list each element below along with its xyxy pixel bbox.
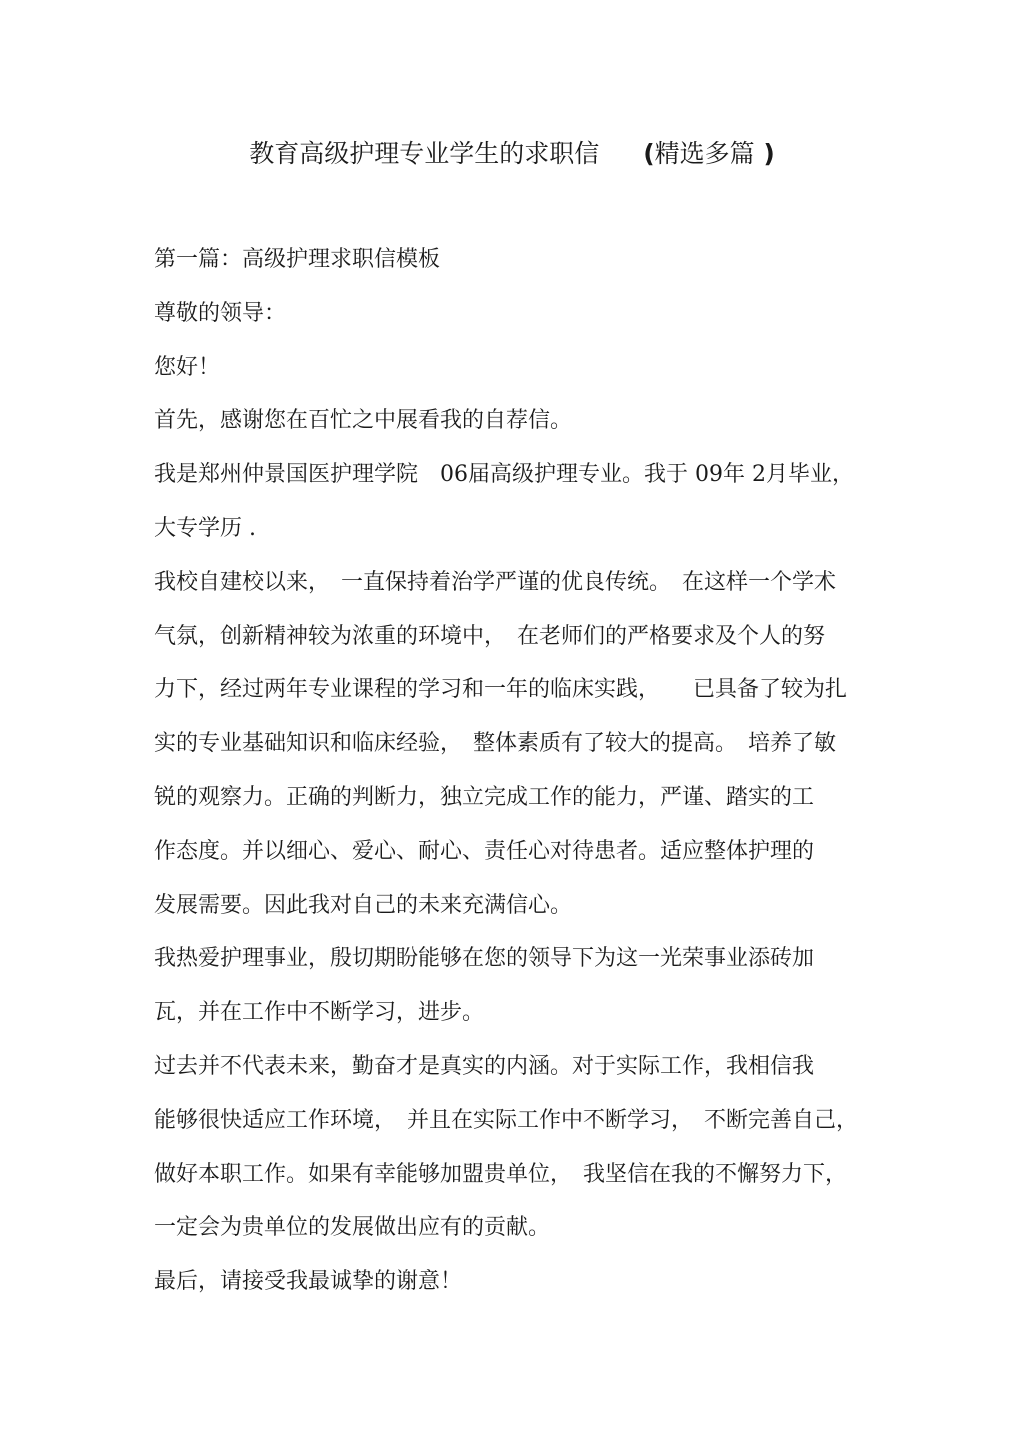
closing-line: 最后，请接受我最诚挚的谢意！ <box>154 1269 463 1294</box>
body-line: 一定会为贵单位的发展做出应有的贡献。 <box>154 1215 551 1240</box>
body-line: 做好本职工作。如果有幸能够加盟贵单位， 我坚信在我的不懈努力下， <box>154 1162 848 1187</box>
body-line: 我校自建校以来， 一直保持着治学严谨的优良传统。 在这样一个学术 <box>154 570 837 595</box>
body-line: 我是郑州仲景国医护理学院 06届高级护理专业。我于 09年 2月毕业， <box>154 462 854 487</box>
title-text: 教育高级护理专业学生的求职信 <box>249 139 600 168</box>
body-line: 我热爱护理事业，殷切期盼能够在您的领导下为这一光荣事业添砖加 <box>154 946 815 971</box>
section-heading: 第一篇：高级护理求职信模板 <box>154 247 441 272</box>
body-line: 力下，经过两年专业课程的学习和一年的临床实践， 已具备了较为扎 <box>154 677 848 702</box>
body-line: 首先，感谢您在百忙之中展看我的自荐信。 <box>154 408 573 433</box>
salutation: 尊敬的领导： <box>154 301 287 326</box>
body-line: 发展需要。因此我对自己的未来充满信心。 <box>154 893 573 918</box>
body-line: 过去并不代表未来，勤奋才是真实的内涵。对于实际工作，我相信我 <box>154 1054 815 1079</box>
body-line: 实的专业基础知识和临床经验， 整体素质有了较大的提高。 培养了敏 <box>154 731 837 756</box>
body-line: 瓦，并在工作中不断学习，进步。 <box>154 1000 485 1025</box>
document-title <box>0 134 1024 174</box>
body-line: 气氛，创新精神较为浓重的环境中， 在老师们的严格要求及个人的努 <box>154 624 826 649</box>
body-line: 锐的观察力。正确的判断力，独立完成工作的能力，严谨、踏实的工 <box>154 785 815 810</box>
body-line: 大专学历 . <box>154 516 256 541</box>
body-line: 能够很快适应工作环境， 并且在实际工作中不断学习， 不断完善自己， <box>154 1108 859 1133</box>
greeting: 您好！ <box>154 355 221 380</box>
title-paren: (精选多篇 ) <box>643 139 775 168</box>
body-line: 作态度。并以细心、爱心、耐心、责任心对待患者。适应整体护理的 <box>154 839 815 864</box>
